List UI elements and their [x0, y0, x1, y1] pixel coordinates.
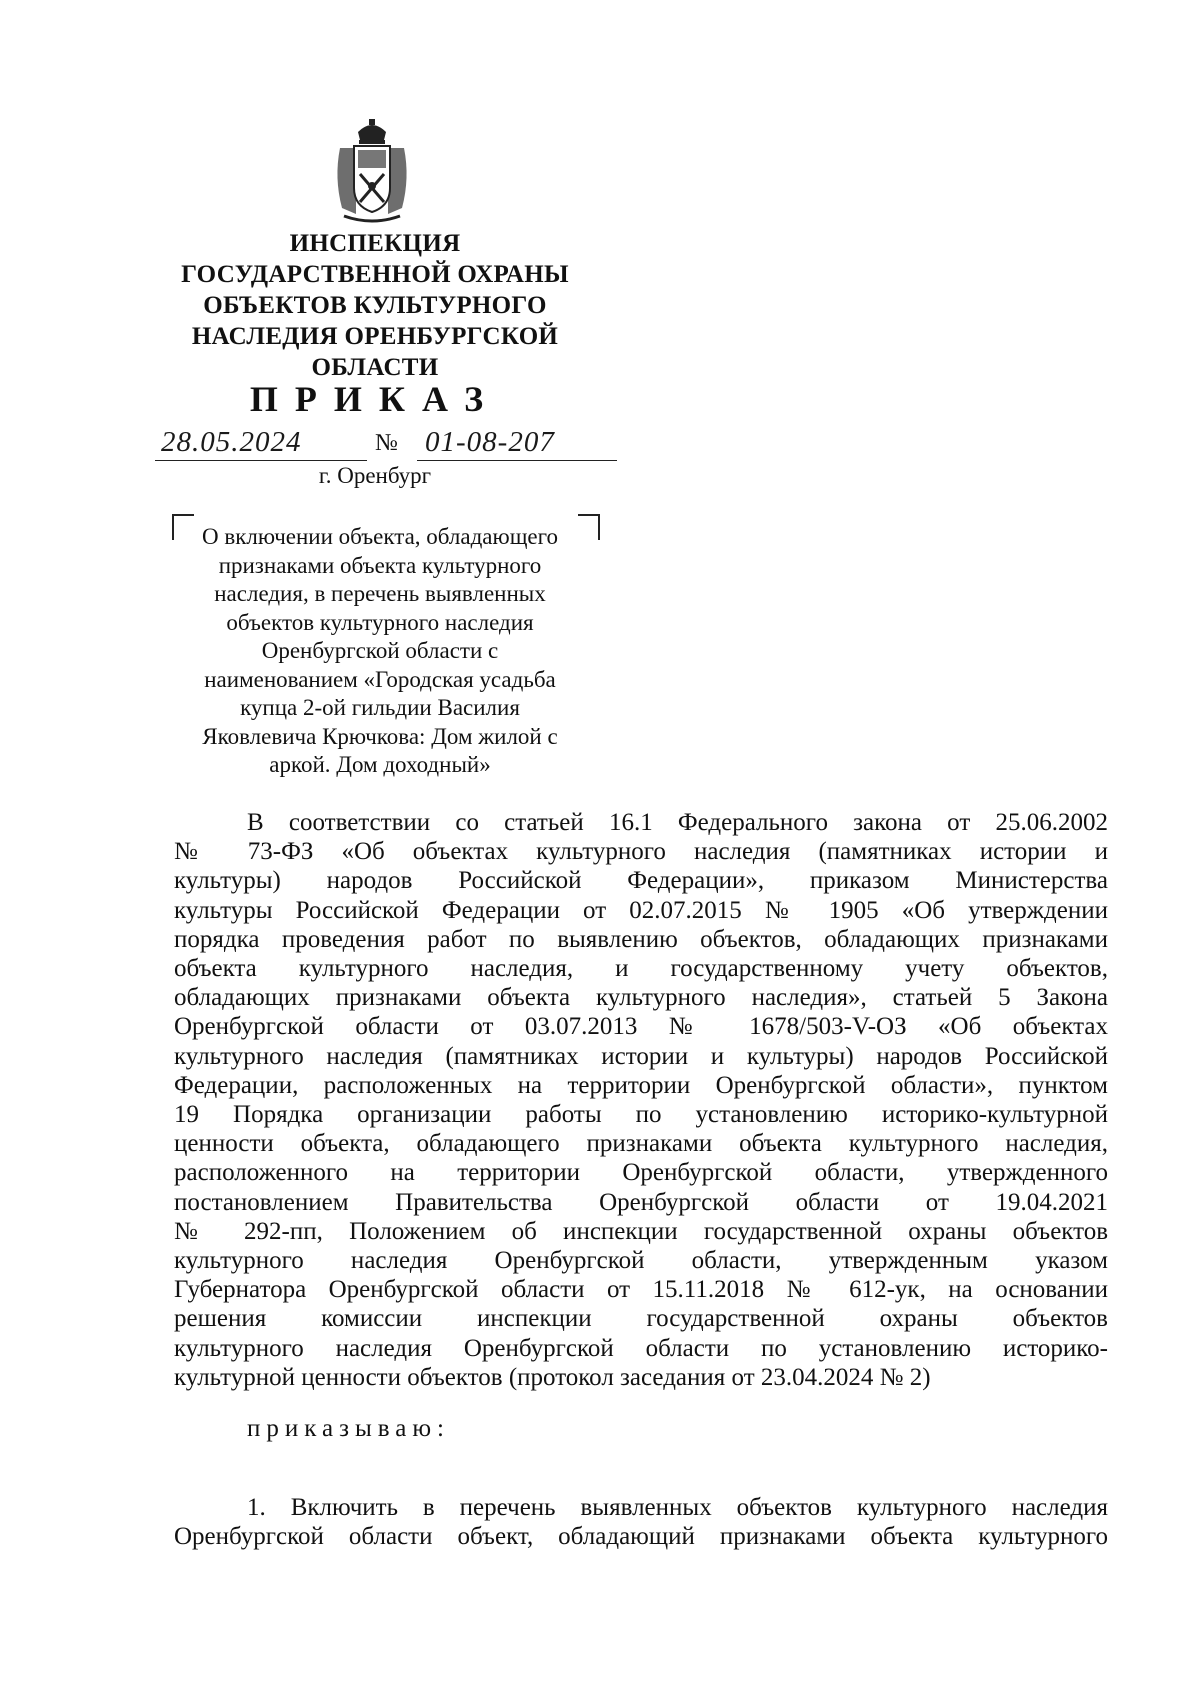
preamble-line: расположенного на территории Оренбургской области, утвержденного — [174, 1159, 1108, 1187]
preamble-paragraph — [174, 808, 1108, 1392]
subject-line: Яковлевича Крючкова: Дом жилой с — [202, 723, 558, 749]
handwritten-date: 28.05.2024 — [161, 426, 302, 458]
subject-line: объектов культурного наследия — [226, 609, 534, 635]
city-line: г. Оренбург — [318, 463, 432, 488]
preamble-line: обладающих признаками объекта культурного наследия», статьей 5 Закона — [174, 984, 1108, 1012]
preamble-line: культурного наследия (памятниках истории и культуры) народов Российской — [174, 1042, 1108, 1070]
number-underline — [417, 460, 617, 461]
org-name-line: ИНСПЕКЦИЯ — [289, 230, 461, 257]
preamble-line: культурного наследия Оренбургской области по установлению историко- — [174, 1334, 1108, 1362]
subject-line: О включении объекта, обладающего — [202, 524, 558, 549]
item-1-paragraph — [174, 1493, 1108, 1551]
subject-line: наименованием «Городская усадьба — [204, 666, 556, 692]
handwritten-number: 01-08-207 — [425, 426, 555, 458]
preamble-line: В соответствии со статьей 16.1 Федерального закона от 25.06.2002 — [247, 809, 1108, 836]
preamble-line: решения комиссии инспекции государственной охраны объектов — [174, 1305, 1108, 1333]
preamble-line: 19 Порядка организации работы по установлению историко-культурной — [174, 1101, 1108, 1129]
organization-name — [150, 228, 600, 383]
org-name-line: ОБЪЕКТОВ КУЛЬТУРНОГО — [203, 292, 547, 319]
subject-line: Оренбургской области с — [261, 638, 499, 663]
item-line: Оренбургской области объект, обладающий признаками объекта культурного — [174, 1523, 1108, 1551]
preamble-line: постановлением Правительства Оренбургской области от 19.04.2021 — [174, 1188, 1108, 1216]
number-sign: № — [375, 430, 398, 456]
document-type-title: ПРИКАЗ — [249, 379, 501, 419]
date-underline — [155, 460, 367, 461]
subject-block — [170, 523, 590, 780]
preamble-line: объекта культурного наследия, и государственному учету объектов, — [174, 955, 1108, 983]
item-line: 1. Включить в перечень выявленных объектов культурного наследия — [247, 1494, 1108, 1521]
preamble-line: порядка проведения работ по выявлению объектов, обладающих признаками — [174, 925, 1108, 953]
preamble-line: культурного наследия Оренбургской области, утвержденным указом — [174, 1247, 1108, 1275]
preamble-line: Федерации, расположенных на территории Оренбургской области», пунктом — [174, 1071, 1108, 1099]
preamble-line: № 73-ФЗ «Об объектах культурного наследия (памятниках истории и — [174, 838, 1108, 866]
org-name-line: ГОСУДАРСТВЕННОЙ ОХРАНЫ — [181, 261, 569, 288]
subject-line: аркой. Дом доходный» — [269, 752, 491, 777]
coat-of-arms-emblem — [330, 118, 414, 226]
subject-line: купца 2-ой гильдии Василия — [240, 695, 520, 720]
preamble-line: культуры) народов Российской Федерации», приказом Министерства — [174, 867, 1108, 895]
preamble-line: культурной ценности объектов (протокол заседания от 23.04.2024 № 2) — [174, 1363, 931, 1391]
preamble-line: ценности объекта, обладающего признаками объекта культурного наследия, — [174, 1130, 1108, 1158]
date-number-line — [155, 424, 615, 464]
preamble-line: Губернатора Оренбургской области от 15.11.2018 № 612-ук, на основании — [174, 1276, 1108, 1304]
org-name-line: ОБЛАСТИ — [311, 354, 439, 381]
subject-line: наследия, в перечень выявленных — [214, 581, 546, 606]
preamble-line: культуры Российской Федерации от 02.07.2015 № 1905 «Об утверждении — [174, 896, 1108, 924]
org-name-line: НАСЛЕДИЯ ОРЕНБУРГСКОЙ — [191, 323, 559, 350]
order-word: приказываю: — [247, 1415, 450, 1442]
preamble-line: Оренбургской области от 03.07.2013 № 1678/503-V-ОЗ «Об объектах — [174, 1013, 1108, 1041]
subject-line: признаками объекта культурного — [218, 552, 542, 578]
preamble-line: № 292-пп, Положением об инспекции государственной охраны объектов — [174, 1217, 1108, 1245]
